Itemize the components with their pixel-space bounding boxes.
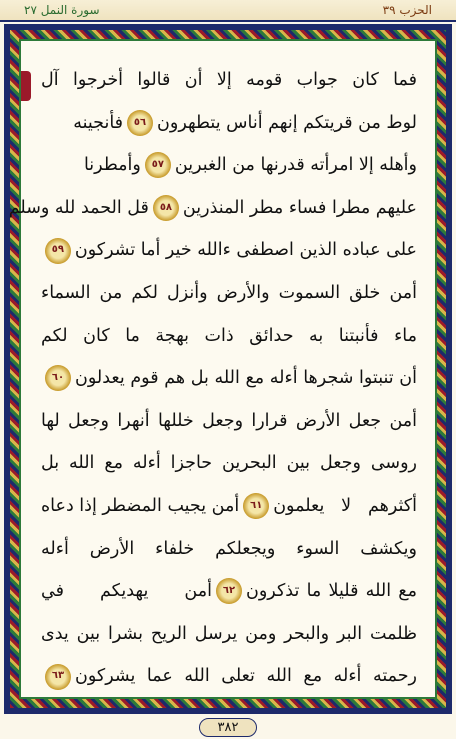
verse-line bbox=[41, 59, 417, 102]
verse-line bbox=[41, 144, 417, 187]
ayah-number-marker: ٥٩ bbox=[45, 238, 71, 264]
verse-lines bbox=[8, 59, 417, 687]
ornamental-frame bbox=[4, 24, 452, 714]
verse-text: أن تنبتوا شجرها أءله مع الله بل هم قوم يعدلون bbox=[75, 368, 417, 389]
verse-line bbox=[41, 272, 417, 315]
verse-line bbox=[41, 570, 417, 613]
verse-text: ظلمت البر والبحر ومن يرسل الريح بشرا بين يدى bbox=[41, 623, 417, 644]
verse-line bbox=[41, 442, 417, 485]
verse-text: أمن خلق السموت والأرض وأنزل لكم من السماء bbox=[41, 282, 417, 303]
verse-line bbox=[41, 528, 417, 571]
hizb-marker-tab bbox=[21, 71, 31, 101]
ayah-number-marker: ٦١ bbox=[243, 493, 269, 519]
verse-text: وأمطرنا bbox=[83, 155, 141, 176]
page-header bbox=[0, 0, 456, 22]
page-footer bbox=[0, 716, 456, 739]
verse-line bbox=[41, 357, 417, 400]
verse-line bbox=[8, 187, 417, 230]
ayah-number-marker: ٦٣ bbox=[45, 664, 71, 690]
verse-text: على عباده الذين اصطفى ءالله خير أما تشركون bbox=[74, 240, 417, 261]
verse-text: رحمته أءله مع الله تعلى الله عما يشركون bbox=[75, 666, 417, 687]
verse-line bbox=[41, 102, 417, 145]
verse-text: فأنجينه bbox=[73, 112, 124, 133]
surah-label: سورة النمل ٢٧ bbox=[24, 3, 100, 17]
verse-text: أكثرهم لا يعلمون bbox=[273, 495, 417, 516]
text-panel bbox=[8, 39, 437, 699]
ayah-number-marker: ٦٠ bbox=[45, 365, 71, 391]
verse-line bbox=[41, 613, 417, 656]
verse-text: ماء فأنبتنا به حدائق ذات بهجة ما كان لكم bbox=[41, 325, 417, 346]
verse-line bbox=[41, 229, 417, 272]
ayah-number-marker: ٥٧ bbox=[145, 152, 171, 178]
verse-text: ويكشف السوء ويجعلكم خلفاء الأرض أءله bbox=[41, 538, 417, 559]
verse-line bbox=[41, 315, 417, 358]
ayah-number-marker: ٦٢ bbox=[216, 578, 242, 604]
verse-text: وأهله إلا امرأته قدرنها من الغبرين bbox=[174, 155, 417, 176]
verse-text: روسى وجعل بين البحرين حاجزا أءله مع الله بل bbox=[41, 453, 417, 474]
verse-text: أمن يجيب المضطر إذا دعاه bbox=[41, 495, 240, 516]
verse-line bbox=[41, 400, 417, 443]
verse-text: لوط من قريتكم إنهم أناس يتطهرون bbox=[157, 112, 417, 133]
verse-text: قل الحمد لله وسلم bbox=[8, 197, 149, 218]
verse-line bbox=[41, 655, 417, 698]
page-number: ٣٨٢ bbox=[199, 718, 258, 737]
verse-text: فما كان جواب قومه إلا أن قالوا أخرجوا آل bbox=[41, 70, 417, 90]
verse-line bbox=[41, 485, 417, 528]
ayah-number-marker: ٥٨ bbox=[153, 195, 179, 221]
verse-text: أمن جعل الأرض قرارا وجعل خللها أنهرا وجعل لها bbox=[41, 410, 417, 431]
ayah-number-marker: ٥٦ bbox=[127, 110, 153, 136]
verse-text: مع الله قليلا ما تذكرون bbox=[246, 581, 417, 602]
verse-text: أمن يهديكم في bbox=[41, 581, 212, 602]
hizb-label: الحزب ٣٩ bbox=[382, 3, 432, 17]
verse-text: عليهم مطرا فساء مطر المنذرين bbox=[182, 197, 417, 218]
